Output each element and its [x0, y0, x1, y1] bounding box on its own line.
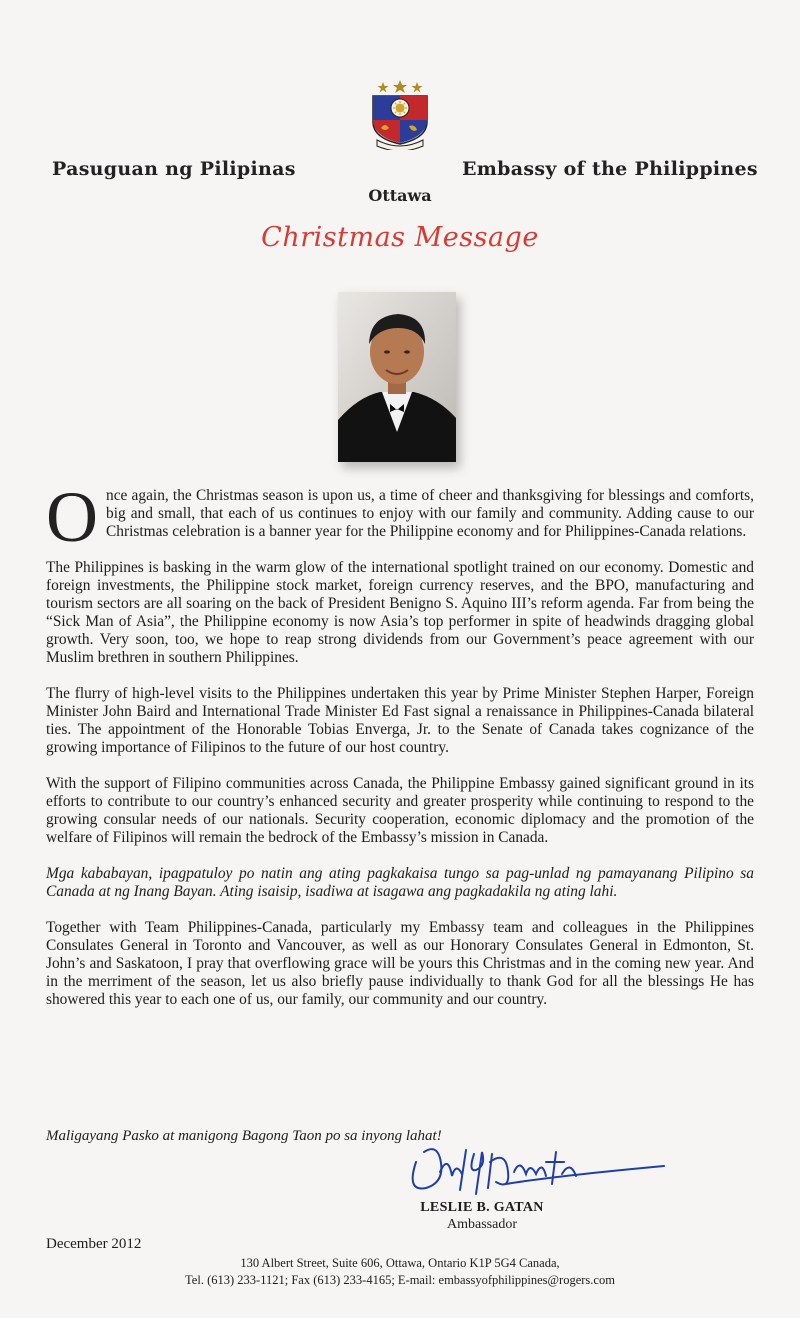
- signer-name: LESLIE B. GATAN: [420, 1200, 544, 1215]
- letterhead-filipino-title: Pasuguan ng Pilipinas: [52, 158, 296, 180]
- letter-date: December 2012: [46, 1236, 142, 1252]
- footer-contact-line: Tel. (613) 233-1121; Fax (613) 233-4165; E-mail: embassyofphilippines@rogers.com: [185, 1273, 615, 1287]
- paragraph-4: With the support of Filipino communities across Canada, the Philippine Embassy gained significant ground in its efforts to contribute to our country’s enhanced security and greater prosperity while continuing to respond to the growing consular needs of our nationals. Security cooperation, economic diplomacy and the promotion of the welfare of Filipinos will remain the bedrock of the Embassy’s mission in Canada.: [46, 775, 754, 846]
- handwritten-signature: [396, 1132, 666, 1210]
- footer-address: 130 Albert Street, Suite 606, Ottawa, Ontario K1P 5G4 Canada,: [240, 1256, 560, 1270]
- message-title: Christmas Message: [261, 222, 539, 253]
- paragraph-3: The flurry of high-level visits to the Philippines undertaken this year by Prime Minister Stephen Harper, Foreign Minister John Baird and International Trade Minister Ed Fast signal a renaissance in Philippines-Canada bilateral ties. The appointment of the Honorable Tobias Enverga, Jr. to the Senate of Canada takes cognizance of the growing importance of Filipinos to the future of our host country.: [46, 685, 754, 756]
- drop-cap: O: [46, 477, 98, 557]
- signer-title: Ambassador: [447, 1217, 517, 1232]
- paragraph-2: The Philippines is basking in the warm glow of the international spotlight trained on our economy. Domestic and foreign investments, the Philippine stock market, foreign currency reserves, and the BPO, manufacturing and tourism sectors are all soaring on the back of President Benigno S. Aquino III’s reform agenda. Far from being the “Sick Man of Asia”, the Philippine economy is now Asia’s top performer in spite of headwinds dragging global growth. Very soon, too, we hope to reap strong dividends from our Government’s peace agreement with our Muslim brethren in southern Philippines.: [46, 559, 754, 666]
- paragraph-6: Together with Team Philippines-Canada, particularly my Embassy team and colleagues in the Philippines Consulates General in Toronto and Vancouver, as well as our Honorary Consulates General in Edmonton, St. John’s and Saskatoon, I pray that overflowing grace will be yours this Christmas and in the coming new year. And in the merriment of the season, let us also briefly pause individually to thank God for all the blessings He has showered this year to each one of us, our family, our community and our country.: [46, 919, 754, 1008]
- paragraph-1-text: nce again, the Christmas season is upon us, a time of cheer and thanksgiving for blessings and comforts, big and small, that each of us continues to enjoy with our family and community. Adding cause to our Christmas celebration is a banner year for the Philippine economy and for Philippines-Canada relations.: [106, 487, 754, 540]
- letterhead-city: Ottawa: [368, 186, 432, 205]
- ambassador-portrait: [338, 292, 456, 462]
- closing-greeting: Maligayang Pasko at manigong Bagong Taon po sa inyong lahat!: [46, 1128, 442, 1144]
- footer-contact: [0, 1255, 800, 1289]
- paragraph-5-filipino: Mga kababayan, ipagpatuloy po natin ang ating pagkakaisa tungo sa pag-unlad ng pamayanang Pilipino sa Canada at ng Inang Bayan. Ating isaisip, isadiwa at isagawa ang pagkadakila ng ating lahi.: [46, 865, 754, 900]
- philippine-coat-of-arms-icon: [365, 72, 435, 150]
- message-body: [46, 477, 754, 1027]
- letterhead-english-title: Embassy of the Philippines: [462, 158, 758, 180]
- paragraph-1: [46, 477, 754, 557]
